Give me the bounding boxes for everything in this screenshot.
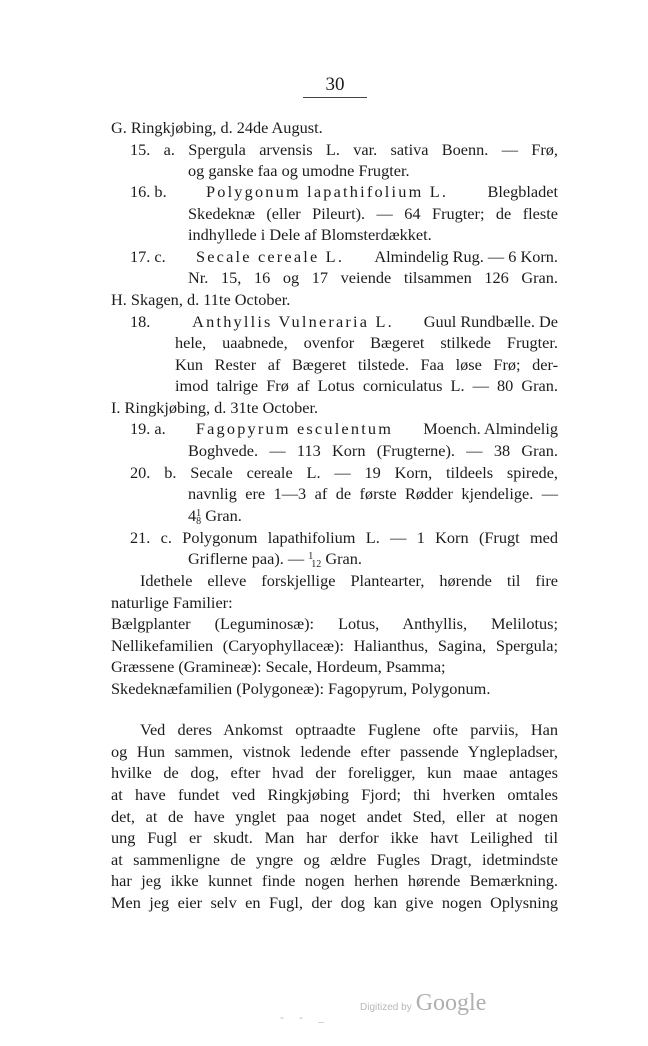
entry-18-rest: Guul Rundbælle. De	[423, 312, 558, 331]
summary-line-2: naturlige Familier:	[111, 593, 233, 612]
entry-17-rest: Almindelig Rug. — 6 Korn.	[374, 247, 558, 266]
entry-21-text: Griflerne paa). —	[188, 549, 309, 568]
entry-17-line-2: Nr. 15, 16 og 17 veiende tilsammen 126 Gran.	[188, 268, 558, 287]
paragraph-line-2: og Hun sammen, vistnok ledende efter passende Ynglepladser,	[111, 742, 558, 761]
entry-21-weight-numerator: 1	[308, 551, 314, 562]
entry-17-species: Secale cereale L.	[195, 247, 345, 266]
entry-19-number: 19. a.	[130, 419, 166, 438]
entry-18-line-1	[130, 311, 558, 332]
entry-21-weight-unit: Gran.	[321, 549, 362, 568]
page-number: 30	[325, 74, 345, 95]
entry-17-line-1	[130, 246, 558, 267]
summary-line-1: Idethele elleve forskjellige Plantearter, hørende til fire	[140, 571, 558, 590]
entry-16-line-2: Skedeknæ (eller Pileurt). — 64 Frugter; de fleste	[188, 204, 558, 223]
entry-20-weight-numerator: 1	[196, 508, 202, 519]
section-h-heading: H. Skagen, d. 11te October.	[111, 290, 291, 309]
paragraph-line-9: Men jeg eier selv en Fugl, der dog kan give nogen Oplysning	[111, 893, 558, 912]
entry-15-line-1: 15. a. Spergula arvensis L. var. sativa Boenn. — Frø,	[130, 140, 558, 159]
entry-16-line-3: indhyllede i Dele af Blomsterdækket.	[188, 225, 432, 244]
entry-15-line-2: og ganske faa og umodne Frugter.	[188, 161, 410, 180]
entry-16-species: Polygonum lapathifolium L.	[205, 182, 449, 201]
entry-16-line-1	[130, 181, 558, 202]
summary-line-4: Nellikefamilien (Caryophyllaceæ): Halianthus, Sagina, Spergula;	[111, 636, 558, 655]
paragraph-line-1: Ved deres Ankomst optraadte Fuglene ofte parviis, Han	[140, 720, 558, 739]
entry-16-rest: Blegbladet	[487, 182, 558, 201]
paragraph-line-4: at have fundet ved Ringkjøbing Fjord; thi hverken omtales	[111, 785, 558, 804]
digitized-by-label: Digitized by	[360, 1002, 412, 1013]
entry-18-number: 18.	[130, 312, 151, 331]
entry-18-line-2: hele, uaabnede, ovenfor Bægeret stilkede Frugter.	[175, 333, 558, 352]
entry-21-line-2	[188, 548, 362, 572]
footer-dashes: - - _	[280, 1010, 330, 1024]
page-number-rule	[303, 97, 367, 98]
entry-20-line-3	[188, 505, 242, 529]
paragraph-line-6: ung Fugl er skudt. Man har derfor ikke havt Leilighed til	[111, 828, 558, 847]
digitized-by-watermark	[360, 990, 486, 1017]
entry-18-line-4: imod talrige Frø af Lotus corniculatus L. — 80 Gran.	[175, 376, 558, 395]
entry-20-line-2: navnlig ere 1—3 af de første Rødder kjendelige. —	[188, 484, 558, 503]
entry-18-species: Anthyllis Vulneraria L.	[192, 312, 394, 331]
summary-line-5: Græssene (Gramineæ): Secale, Hordeum, Psamma;	[111, 657, 446, 676]
summary-line-3: Bælgplanter (Leguminosæ): Lotus, Anthyllis, Melilotus;	[111, 614, 558, 633]
entry-19-line-2: Boghvede. — 113 Korn (Frugterne). — 38 Gran.	[188, 441, 558, 460]
entry-20-weight-denominator: 8	[196, 516, 202, 527]
paragraph-line-3: hvilke de dog, efter hvad der foreligger, kun maae antages	[111, 763, 558, 782]
entry-19-species: Fagopyrum esculentum	[195, 419, 394, 438]
entry-20-weight-unit: Gran.	[201, 506, 242, 525]
entry-20-weight-whole: 4	[188, 506, 197, 525]
entry-17-number: 17. c.	[130, 247, 166, 266]
entry-19-line-1	[130, 418, 558, 439]
entry-21-line-1: 21. c. Polygonum lapathifolium L. — 1 Korn (Frugt med	[130, 528, 558, 547]
entry-20-line-1: 20. b. Secale cereale L. — 19 Korn, tildeels spirede,	[130, 463, 558, 482]
paragraph-line-5: det, at de have ynglet paa noget andet Sted, eller at nogen	[111, 807, 558, 826]
entry-16-number: 16. b.	[130, 182, 167, 201]
entry-21-weight-denominator: 12	[311, 559, 322, 570]
summary-line-6: Skedeknæfamilien (Polygoneæ): Fagopyrum, Polygonum.	[111, 679, 491, 698]
entry-18-line-3: Kun Rester af Bægeret tilstede. Faa løse Frø; der-	[175, 355, 558, 374]
paragraph-line-8: har jeg ikke kunnet finde nogen herhen hørende Bemærkning.	[111, 871, 558, 890]
section-g-heading: G. Ringkjøbing, d. 24de August.	[111, 118, 323, 137]
paragraph-line-7: at sammenligne de yngre og ældre Fugles Dragt, idetmindste	[111, 850, 558, 869]
entry-19-rest: Moench. Almindelig	[423, 419, 558, 438]
section-i-heading: I. Ringkjøbing, d. 31te October.	[111, 398, 319, 417]
google-logo: Google	[415, 990, 487, 1016]
